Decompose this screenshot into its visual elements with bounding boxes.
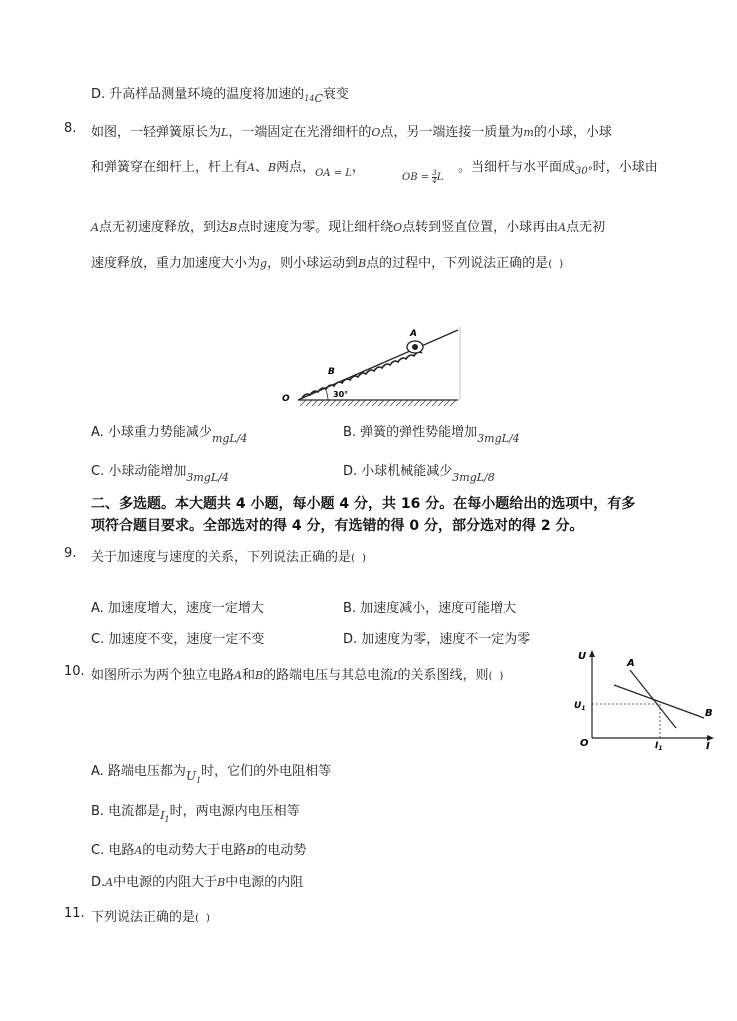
q7-isotope-mass: 14 <box>304 94 315 103</box>
q8-var-a: A <box>558 221 567 234</box>
q8-text: ，则小球运动到 <box>267 256 359 271</box>
q11-stem-text: 下列说法正确的是 <box>91 910 196 925</box>
q8-var-o: O <box>371 126 381 139</box>
section2-heading-line2: 项符合题目要求。全部选对的得 4 分，有选错的得 0 分，部分选对的得 2 分。 <box>91 518 584 534</box>
q10-option-d <box>91 871 303 890</box>
q8-text: 和弹簧穿在细杆上，杆上有 <box>91 160 248 175</box>
q8-option-c-math: 3mgL/4 <box>186 471 229 484</box>
q10-var-b: B <box>246 844 255 857</box>
q8-text: 时，小球由 <box>592 160 658 175</box>
q8-option-a-text: A. 小球重力势能减少 <box>91 425 212 440</box>
label-b: B <box>328 367 335 377</box>
q10-option-a-u: U <box>185 769 197 783</box>
q8-ob-equation <box>402 170 443 185</box>
q10-var-a: A <box>105 876 114 889</box>
q10-option-a-text-end: 时，它们的外电阻相等 <box>201 764 332 779</box>
q8-option-b <box>343 421 520 445</box>
q8-ob-label: OB = <box>402 172 430 183</box>
q8-var-b: B <box>267 161 277 174</box>
q8-frac-num: 3 <box>432 169 437 177</box>
q8-number: 8. <box>64 121 77 136</box>
q8-option-a-math: mgL/4 <box>211 432 248 445</box>
q8-var-g: g <box>260 257 268 270</box>
q8-angle: 30° <box>575 166 593 177</box>
q8-option-d <box>343 460 495 484</box>
q8-option-c <box>91 460 229 484</box>
q8-oa-equation: OA = L <box>315 168 352 179</box>
q7-option-d <box>91 83 349 105</box>
q8-text: 点无初 <box>566 220 606 235</box>
q10-var-a: A <box>134 844 143 857</box>
q10-text: 如图所示为两个独立电路 <box>91 668 235 683</box>
q8-text: ， <box>351 160 365 175</box>
q8-var-o: O <box>393 221 403 234</box>
q9-option-a: A. 加速度增大，速度一定增大 <box>91 601 264 616</box>
q9-answer-paren: ( ) <box>351 553 368 564</box>
q10-var-b: B <box>217 876 226 889</box>
q8-option-a <box>91 421 247 445</box>
q9-option-b: B. 加速度减小，速度可能增大 <box>343 601 517 616</box>
q8-frac-den: 4 <box>432 177 437 185</box>
q10-option-a-text: A. 路端电压都为 <box>91 764 186 779</box>
i1-label: $I_1$ <box>655 741 663 752</box>
q10-option-c-text: C. 电路 <box>91 843 135 858</box>
q10-option-c <box>91 839 306 858</box>
q10-option-b-sub: 1 <box>164 815 170 824</box>
ground-hatching <box>300 400 456 406</box>
q8-ob-l: L <box>436 172 444 183</box>
q10-option-b <box>91 800 300 824</box>
line-a-label: A <box>627 658 635 669</box>
q10-option-d-text-mid: 中电源的内阻大于 <box>113 875 218 890</box>
q10-ui-graph <box>570 648 720 753</box>
q8-text: 速度释放，重力加速度大小为 <box>91 256 261 271</box>
q10-text: 的关系图线，则 <box>397 668 489 683</box>
q8-text: 的小球，小球 <box>533 125 612 140</box>
section2-heading-line1: 二、多选题。本大题共 4 小题，每小题 4 分，共 16 分。在每小题给出的选项中，有多 <box>91 496 636 512</box>
q10-option-d-text-end: 中电源的内阻 <box>225 875 304 890</box>
q10-text: 的路端电压与其总电流 <box>263 668 394 683</box>
q7-option-d-suffix: 衰变 <box>322 87 349 102</box>
q8-text: 点无初速度释放，到达 <box>98 220 229 235</box>
q9-number: 9. <box>64 546 77 561</box>
rod <box>298 330 458 400</box>
q10-answer-paren: ( ) <box>488 671 506 682</box>
q8-var-b: B <box>228 221 238 234</box>
line-b <box>614 685 704 718</box>
q8-text: 点的过程中，下列说法正确的是 <box>366 256 549 271</box>
q8-line4 <box>91 252 565 271</box>
q11-answer-paren: ( ) <box>195 913 212 924</box>
q9-stem <box>91 546 368 565</box>
ball-center <box>412 344 418 350</box>
u1-label: $U_1$ <box>574 701 586 712</box>
q8-line3 <box>91 216 605 235</box>
q8-text: ，一端固定在光滑细杆的 <box>228 125 372 140</box>
q10-option-b-text: B. 电流都是 <box>91 804 161 819</box>
q11-number: 11. <box>64 906 85 921</box>
q8-option-d-math: 3mgL/8 <box>452 471 495 484</box>
label-o: O <box>282 394 290 404</box>
q9-option-d: D. 加速度为零，速度不一定为零 <box>343 632 531 647</box>
q8-text: 点，另一端连接一质量为 <box>380 125 524 140</box>
q11-stem <box>91 906 212 925</box>
q8-line2-end <box>458 156 658 177</box>
q8-option-d-text: D. 小球机械能减少 <box>343 464 453 479</box>
q10-option-d-text: D. <box>91 875 106 890</box>
q10-option-c-text-mid: 的电动势大于电路 <box>142 843 247 858</box>
q10-number: 10. <box>64 664 85 679</box>
q8-text: 两点， <box>276 160 316 175</box>
q8-option-c-text: C. 小球动能增加 <box>91 464 187 479</box>
q10-option-b-i: I <box>160 809 165 822</box>
q10-option-c-text-end: 的电动势 <box>254 843 307 858</box>
q7-isotope-symbol: C <box>314 92 323 105</box>
q10-option-a-sub: 1 <box>196 776 202 785</box>
q10-var-a: A <box>234 669 242 682</box>
x-axis-label: I <box>706 741 710 752</box>
q8-text: 点时速度为零。现让细杆绕 <box>237 220 394 235</box>
q8-text: 、 <box>254 160 268 175</box>
q9-option-c: C. 加速度不变，速度一定不变 <box>91 632 265 647</box>
q8-answer-paren: ( ) <box>548 259 566 270</box>
label-a: A <box>410 329 417 339</box>
q10-text: 和 <box>241 668 255 683</box>
q8-line1 <box>91 121 612 140</box>
q8-incline-figure <box>276 322 466 412</box>
angle-arc <box>325 388 328 400</box>
spring <box>302 352 422 398</box>
q8-option-b-text: B. 弹簧的弹性势能增加 <box>343 425 478 440</box>
q9-stem-text: 关于加速度与速度的关系，下列说法正确的是 <box>91 550 352 565</box>
q8-text: 。当细杆与水平面成 <box>458 160 576 175</box>
origin-label: O <box>580 738 589 749</box>
q8-var-m: m <box>523 126 534 139</box>
q10-var-b: B <box>254 669 264 682</box>
q8-line2 <box>91 156 365 179</box>
y-axis-label: U <box>578 651 587 662</box>
q8-text: 如图，一轻弹簧原长为 <box>91 125 222 140</box>
q8-var-a: A <box>247 161 255 174</box>
q8-var-a: A <box>91 221 99 234</box>
q10-option-b-text-end: 时，两电源内电压相等 <box>169 804 300 819</box>
label-angle: 30° <box>333 390 349 399</box>
q10-stem <box>91 664 505 683</box>
q8-var-l: L <box>221 126 229 139</box>
y-axis-arrow <box>589 650 595 657</box>
line-b-label: B <box>705 708 713 719</box>
q7-option-d-text: D. 升高样品测量环境的温度将加速的 <box>91 87 305 102</box>
q8-option-b-math: 3mgL/4 <box>477 432 520 445</box>
q8-var-b: B <box>358 257 367 270</box>
q8-text: 点转到竖直位置，小球再由 <box>402 220 559 235</box>
q10-var-i: I <box>393 669 398 682</box>
q10-option-a <box>91 760 331 785</box>
